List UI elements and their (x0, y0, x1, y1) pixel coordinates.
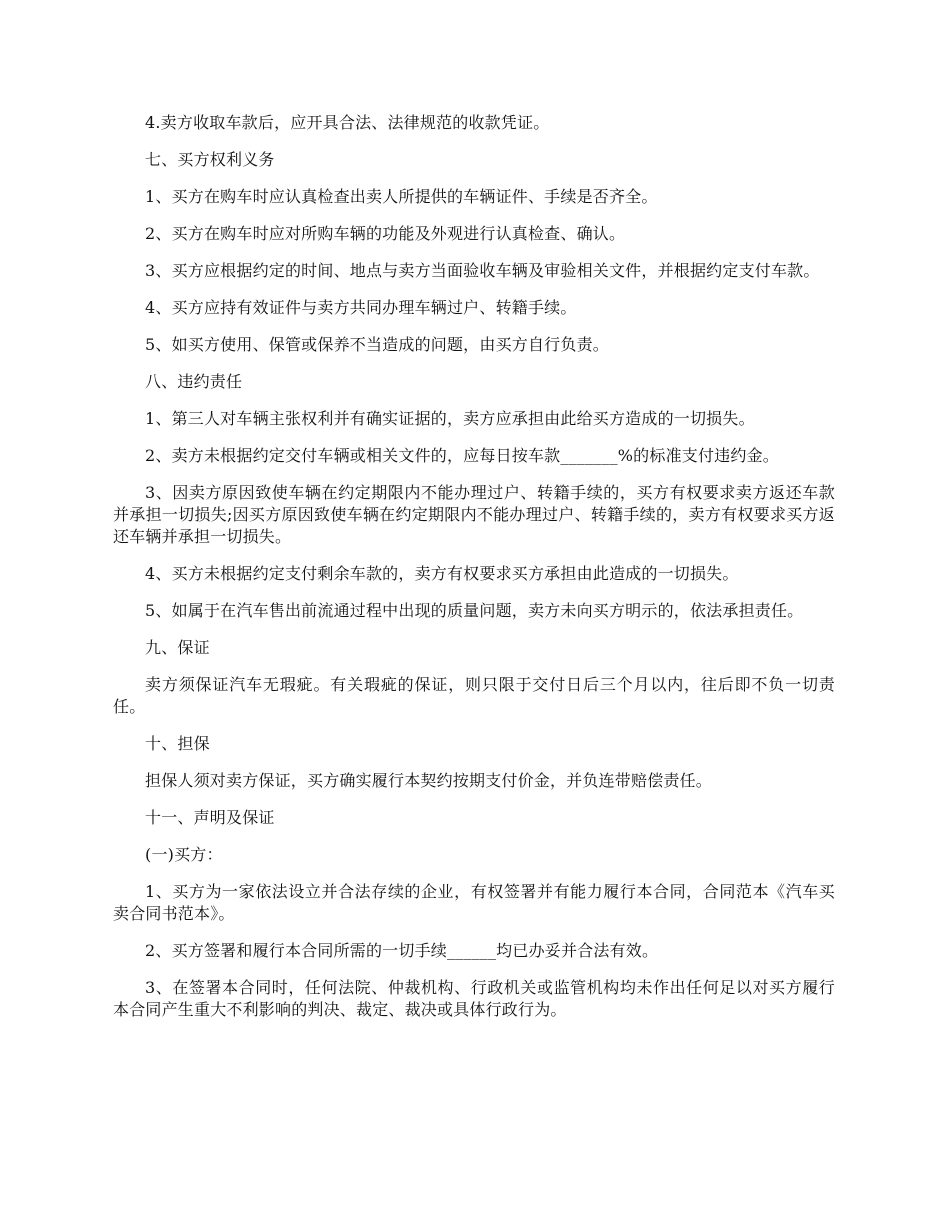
clause-third-party-claim: 1、第三人对车辆主张权利并有确实证据的，卖方应承担由此给买方造成的一切损失。 (145, 409, 755, 428)
section-heading-buyer-rights: 七、买方权利义务 (145, 150, 275, 169)
subsection-heading-buyer: (一)买方： (145, 845, 223, 864)
clause-buyer-inspect-vehicle: 2、买方在购车时应对所购车辆的功能及外观进行认真检查、确认。 (145, 224, 626, 243)
section-heading-guarantee: 十、担保 (145, 734, 210, 753)
clause-warranty: 卖方须保证汽车无瑕疵。有关瑕疵的保证，则只限于交付日后三个月以内，往后即不负一切责任。 (113, 675, 835, 716)
section-heading-warranty: 九、保证 (145, 638, 210, 657)
clause-buyer-misuse: 5、如买方使用、保管或保养不当造成的问题，由买方自行负责。 (145, 335, 609, 354)
section-heading-breach: 八、违约责任 (145, 372, 243, 391)
clause-buyer-procedures: 2、买方签署和履行本合同所需的一切手续______均已办妥并合法有效。 (145, 941, 659, 960)
clause-guarantee: 担保人须对卖方保证，买方确实履行本契约按期支付价金，并负连带赔偿责任。 (145, 771, 713, 790)
clause-buyer-legal-entity: 1、买方为一家依法设立并合法存续的企业，有权签署并有能力履行本合同，合同范本《汽车买卖合同书范本》。 (113, 882, 835, 923)
clause-buyer-accept-and-pay: 3、买方应根据约定的时间、地点与卖方当面验收车辆及审验相关文件，并根据约定支付车款。 (145, 261, 820, 280)
clause-transfer-failure: 3、因卖方原因致使车辆在约定期限内不能办理过户、转籍手续的，买方有权要求卖方返还车款并承担一切损失;因买方原因致使车辆在约定期限内不能办理过户、转籍手续的，卖方有权要求买方返还车辆并承担一切损失。 (113, 483, 835, 546)
clause-unpaid-balance: 4、买方未根据约定支付剩余车款的，卖方有权要求买方承担由此造成的一切损失。 (145, 564, 739, 583)
clause-buyer-transfer: 4、买方应持有效证件与卖方共同办理车辆过户、转籍手续。 (145, 298, 577, 317)
clause-late-delivery-penalty: 2、卖方未根据约定交付车辆或相关文件的，应每日按车款_______%的标准支付违约金。 (145, 446, 779, 465)
clause-seller-receipt: 4.卖方收取车款后，应开具合法、法律规范的收款凭证。 (145, 113, 550, 132)
clause-buyer-check-documents: 1、买方在购车时应认真检查出卖人所提供的车辆证件、手续是否齐全。 (145, 187, 658, 206)
section-heading-declarations: 十一、声明及保证 (145, 808, 275, 827)
clause-quality-issue: 5、如属于在汽车售出前流通过程中出现的质量问题，卖方未向买方明示的，依法承担责任。 (145, 601, 804, 620)
clause-buyer-no-adverse-ruling: 3、在签署本合同时，任何法院、仲裁机构、行政机关或监管机构均未作出任何足以对买方履行本合同产生重大不利影响的判决、裁定、裁决或具体行政行为。 (113, 978, 835, 1019)
document-body (113, 112, 835, 1036)
